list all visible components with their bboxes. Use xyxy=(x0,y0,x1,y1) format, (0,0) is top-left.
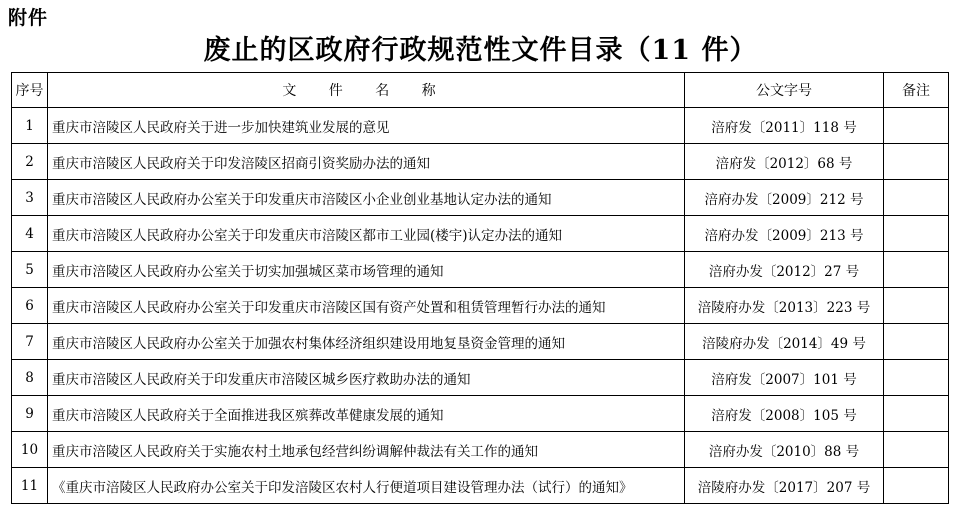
cell-doc-number: 涪府发〔2007〕101 号 xyxy=(685,360,884,396)
cell-document-name: 重庆市涪陵区人民政府办公室关于切实加强城区菜市场管理的通知 xyxy=(48,252,685,288)
cell-doc-number: 涪府办发〔2009〕213 号 xyxy=(685,216,884,252)
table-row xyxy=(12,396,949,432)
cell-document-name: 重庆市涪陵区人民政府关于全面推进我区殡葬改革健康发展的通知 xyxy=(48,396,685,432)
attachment-label: 附件 xyxy=(8,7,49,29)
cell-doc-number: 涪府发〔2011〕118 号 xyxy=(685,108,884,144)
cell-seq: 4 xyxy=(12,216,48,252)
document-catalog-table xyxy=(11,72,949,504)
cell-seq: 6 xyxy=(12,288,48,324)
cell-doc-number: 涪陵府办发〔2013〕223 号 xyxy=(685,288,884,324)
column-header-note: 备注 xyxy=(884,73,949,108)
cell-document-name: 重庆市涪陵区人民政府关于实施农村土地承包经营纠纷调解仲裁法有关工作的通知 xyxy=(48,432,685,468)
cell-seq: 5 xyxy=(12,252,48,288)
cell-document-name: 重庆市涪陵区人民政府关于印发重庆市涪陵区城乡医疗救助办法的通知 xyxy=(48,360,685,396)
cell-note xyxy=(884,360,949,396)
table-row xyxy=(12,432,949,468)
cell-document-name: 《重庆市涪陵区人民政府办公室关于印发涪陵区农村人行便道项目建设管理办法（试行）的通知》 xyxy=(48,468,685,504)
table-row xyxy=(12,108,949,144)
cell-note xyxy=(884,180,949,216)
table-row xyxy=(12,180,949,216)
table-row xyxy=(12,324,949,360)
table-header-row xyxy=(12,73,949,108)
cell-note xyxy=(884,252,949,288)
cell-seq: 8 xyxy=(12,360,48,396)
column-header-name: 文 件 名 称 xyxy=(48,73,685,108)
cell-seq: 3 xyxy=(12,180,48,216)
cell-note xyxy=(884,324,949,360)
page-title: 废止的区政府行政规范性文件目录（11 件） xyxy=(203,35,758,66)
cell-doc-number: 涪陵府办发〔2017〕207 号 xyxy=(685,468,884,504)
cell-seq: 10 xyxy=(12,432,48,468)
column-header-seq: 序号 xyxy=(12,73,48,108)
cell-doc-number: 涪府办发〔2010〕88 号 xyxy=(685,432,884,468)
cell-note xyxy=(884,216,949,252)
cell-doc-number: 涪府办发〔2009〕212 号 xyxy=(685,180,884,216)
cell-doc-number: 涪府发〔2008〕105 号 xyxy=(685,396,884,432)
table-row xyxy=(12,468,949,504)
table-row xyxy=(12,216,949,252)
cell-note xyxy=(884,432,949,468)
cell-seq: 2 xyxy=(12,144,48,180)
column-header-doc-no: 公文字号 xyxy=(685,73,884,108)
table-row xyxy=(12,360,949,396)
cell-document-name: 重庆市涪陵区人民政府办公室关于印发重庆市涪陵区国有资产处置和租赁管理暂行办法的通知 xyxy=(48,288,685,324)
cell-seq: 9 xyxy=(12,396,48,432)
cell-doc-number: 涪府发〔2012〕68 号 xyxy=(685,144,884,180)
cell-document-name: 重庆市涪陵区人民政府关于进一步加快建筑业发展的意见 xyxy=(48,108,685,144)
table-row xyxy=(12,252,949,288)
cell-doc-number: 涪陵府办发〔2014〕49 号 xyxy=(685,324,884,360)
cell-document-name: 重庆市涪陵区人民政府办公室关于加强农村集体经济组织建设用地复垦资金管理的通知 xyxy=(48,324,685,360)
cell-seq: 1 xyxy=(12,108,48,144)
cell-document-name: 重庆市涪陵区人民政府关于印发涪陵区招商引资奖励办法的通知 xyxy=(48,144,685,180)
cell-document-name: 重庆市涪陵区人民政府办公室关于印发重庆市涪陵区小企业创业基地认定办法的通知 xyxy=(48,180,685,216)
table-row xyxy=(12,144,949,180)
cell-seq: 11 xyxy=(12,468,48,504)
cell-document-name: 重庆市涪陵区人民政府办公室关于印发重庆市涪陵区都市工业园(楼宇)认定办法的通知 xyxy=(48,216,685,252)
cell-seq: 7 xyxy=(12,324,48,360)
cell-note xyxy=(884,144,949,180)
cell-doc-number: 涪府办发〔2012〕27 号 xyxy=(685,252,884,288)
cell-note xyxy=(884,468,949,504)
cell-note xyxy=(884,288,949,324)
table-row xyxy=(12,288,949,324)
cell-note xyxy=(884,396,949,432)
cell-note xyxy=(884,108,949,144)
